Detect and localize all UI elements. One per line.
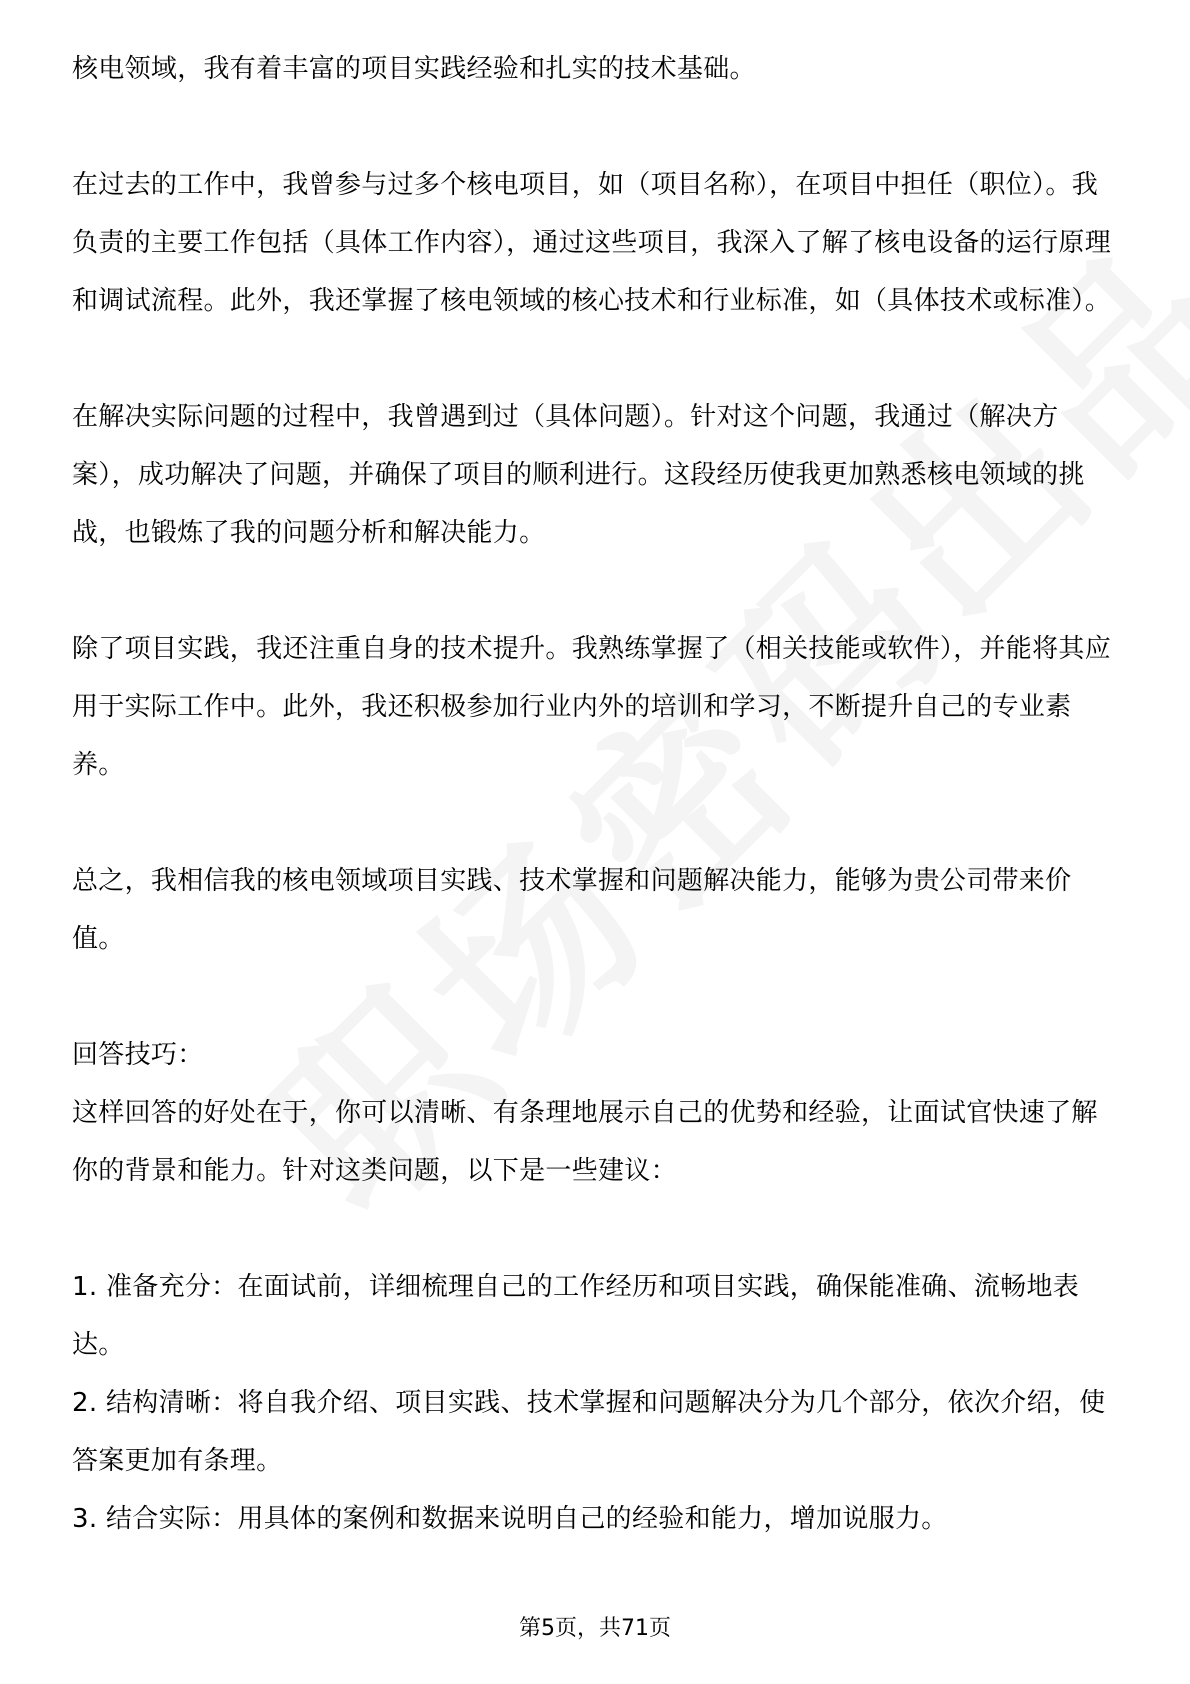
tips-list xyxy=(72,1258,1122,1548)
tips-intro: 这样回答的好处在于，你可以清晰、有条理地展示自己的优势和经验，让面试官快速了解你的背景和能力。针对这类问题，以下是一些建议： xyxy=(72,1098,1098,1186)
paragraph-problem-solving: 在解决实际问题的过程中，我曾遇到过（具体问题）。针对这个问题，我通过（解决方案），成功解决了问题，并确保了项目的顺利进行。这段经历使我更加熟悉核电领域的挑战，也锻炼了我的问题分析和解决能力。 xyxy=(72,402,1085,548)
page-number: 第5页，共71页 xyxy=(519,1616,671,1641)
paragraph-conclusion: 总之，我相信我的核电领域项目实践、技术掌握和问题解决能力，能够为贵公司带来价值。 xyxy=(72,866,1072,954)
list-item: 3. 结合实际：用具体的案例和数据来说明自己的经验和能力，增加说服力。 xyxy=(72,1504,948,1534)
document-body xyxy=(72,40,1122,1548)
paragraph-experience: 在过去的工作中，我曾参与过多个核电项目，如（项目名称），在项目中担任（职位）。我负责的主要工作包括（具体工作内容），通过这些项目，我深入了解了核电设备的运行原理和调试流程。此外，我还掌握了核电领域的核心技术和行业标准，如（具体技术或标准）。 xyxy=(72,170,1112,316)
tips-heading: 回答技巧： xyxy=(72,1040,204,1070)
list-item: 1. 准备充分：在面试前，详细梳理自己的工作经历和项目实践，确保能准确、流畅地表达。 xyxy=(72,1272,1080,1360)
paragraph-intro: 核电领域，我有着丰富的项目实践经验和扎实的技术基础。 xyxy=(72,54,756,84)
list-item: 2. 结构清晰：将自我介绍、项目实践、技术掌握和问题解决分为几个部分，依次介绍，使答案更加有条理。 xyxy=(72,1388,1106,1476)
paragraph-skills: 除了项目实践，我还注重自身的技术提升。我熟练掌握了（相关技能或软件），并能将其应用于实际工作中。此外，我还积极参加行业内外的培训和学习，不断提升自己的专业素养。 xyxy=(72,634,1112,780)
